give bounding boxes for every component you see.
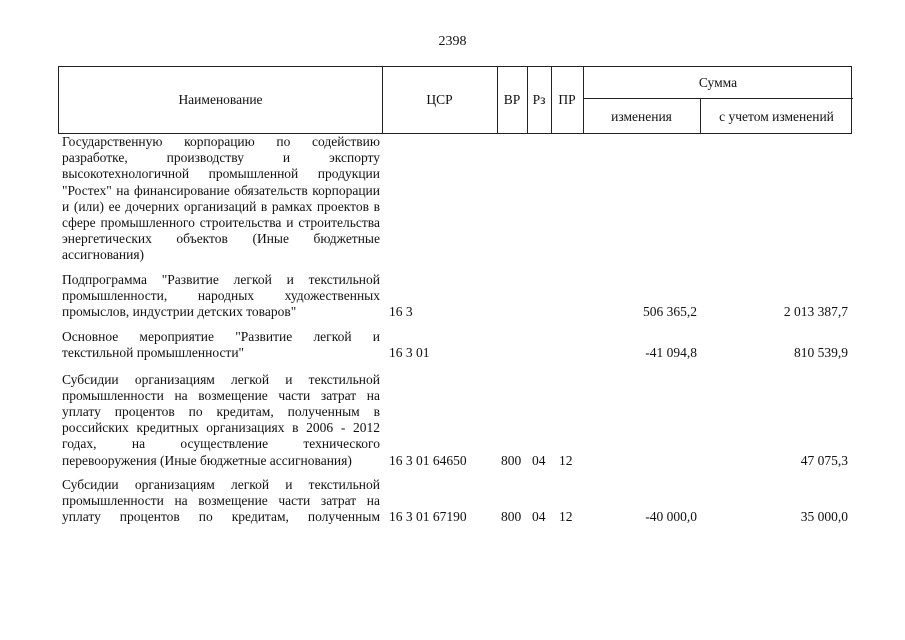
table-header: [58, 66, 852, 134]
row-csr: 16 3: [389, 304, 413, 320]
row-vr: 800: [501, 509, 522, 525]
header-pr: ПР: [558, 92, 576, 107]
row-name: Подпрограмма "Развитие легкой и текстильной промышленности, народных художественных промыслов, индустрии детских товаров": [62, 271, 380, 320]
row-total: 2 013 387,7: [783, 304, 848, 320]
row-pr: 12: [559, 509, 573, 525]
row-csr: 16 3 01 67190: [389, 509, 467, 525]
header-with-changes: с учетом изменений: [719, 109, 834, 124]
table-row: [58, 272, 852, 321]
row-total: 47 075,3: [800, 452, 848, 468]
row-csr: 16 3 01: [389, 345, 430, 361]
header-name: Наименование: [178, 92, 263, 107]
page-number: 2398: [438, 34, 467, 49]
row-pr: 12: [559, 452, 573, 468]
table-row: [58, 477, 852, 526]
row-changes: -41 094,8: [645, 345, 697, 361]
row-name: Субсидии организациям легкой и текстильной промышленности на возмещение части затрат на уплату процентов по кредитам, полученным в российских кредитных организациях в 2006 - 2012 годах, на осуществление технического перевооружения (Иные бюджетные ассигнования): [62, 371, 380, 468]
row-name: Основное мероприятие "Развитие легкой и текстильной промышленности": [62, 329, 380, 361]
table-row: [58, 134, 852, 264]
row-rz: 04: [532, 509, 546, 525]
row-name: Государственную корпорацию по содействию разработке, производству и экспорту высокотехнологичной промышленной продукции "Ростех" на финансирование обязательств корпорации и (или) ее дочерних организаций в рамках проектов в сфере промышленного строительства и строительства энергетических объектов (Иные бюджетные ассигнования): [62, 134, 380, 263]
table-body: [58, 134, 852, 525]
header-changes: изменения: [611, 108, 672, 124]
header-rz: Рз: [532, 92, 546, 107]
table-row: [58, 329, 852, 361]
table-row: [58, 372, 852, 469]
row-name: Субсидии организациям легкой и текстильной промышленности на возмещение части затрат на уплату процентов по кредитам, полученным: [62, 476, 380, 525]
row-vr: 800: [501, 452, 522, 468]
row-csr: 16 3 01 64650: [389, 452, 467, 468]
row-total: 35 000,0: [800, 509, 848, 525]
header-vr: ВР: [503, 92, 521, 107]
row-changes: 506 365,2: [643, 304, 697, 320]
header-sum: Сумма: [698, 74, 738, 90]
row-changes: -40 000,0: [645, 509, 697, 525]
row-rz: 04: [532, 452, 546, 468]
header-csr: ЦСР: [426, 92, 453, 107]
row-total: 810 539,9: [794, 345, 848, 361]
